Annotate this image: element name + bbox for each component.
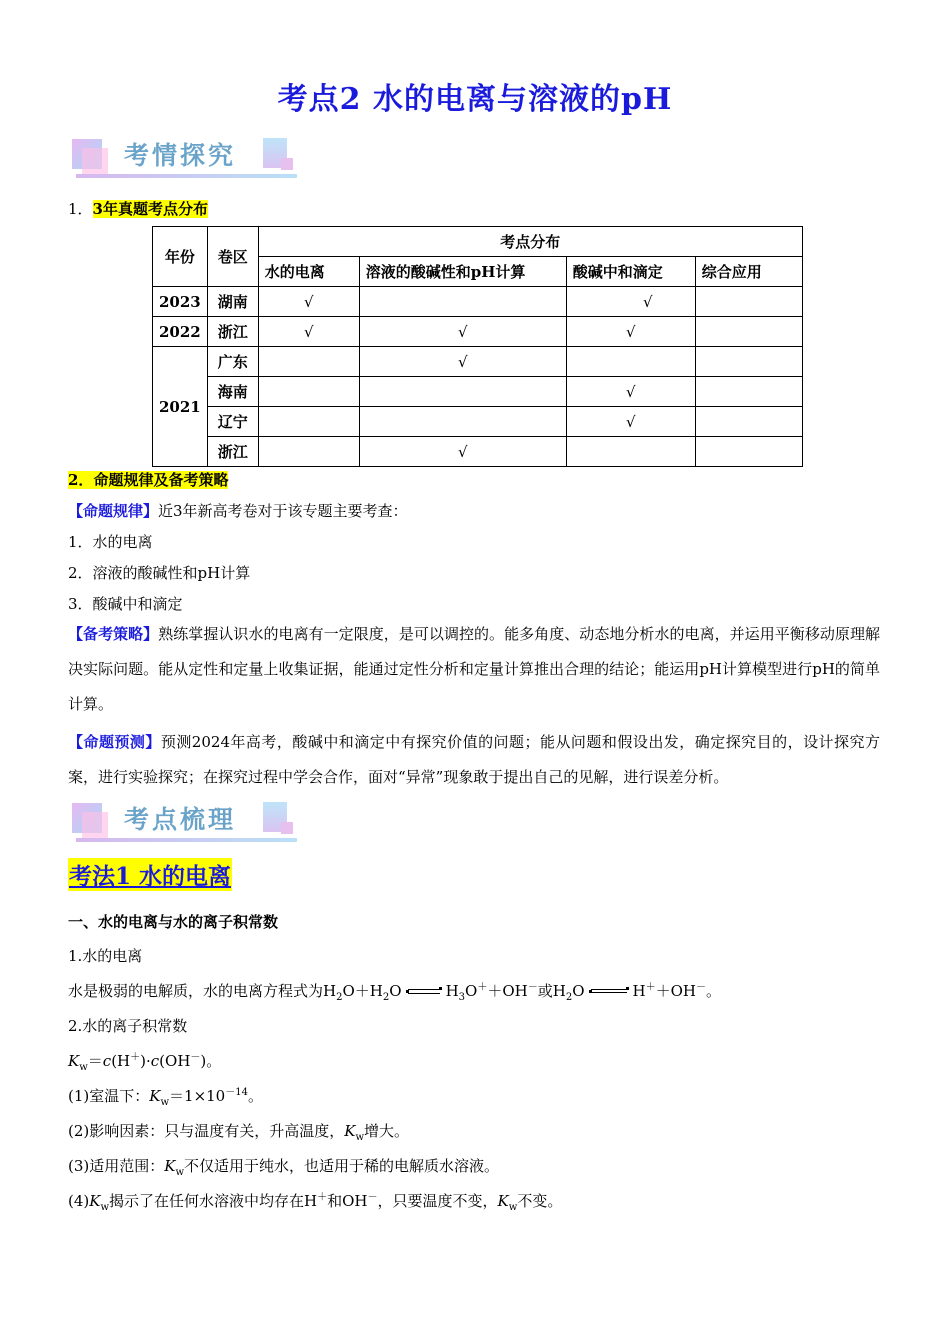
exam-distribution-table (152, 226, 803, 467)
strategy-label: 【备考策略】 (68, 625, 159, 643)
region-cell: 广东 (207, 347, 258, 377)
mark-cell: √ (566, 377, 695, 407)
region-cell: 浙江 (207, 437, 258, 467)
equilibrium-arrow-icon (406, 986, 442, 998)
kw-item-2: (2)影响因素：只与温度有关，升高温度，$K_w$增大。 (68, 1122, 410, 1143)
section-number: 1． (68, 200, 93, 218)
prediction-label: 【命题预测】 (68, 733, 161, 751)
banner-decoration (82, 148, 108, 174)
mark-cell (258, 437, 359, 467)
table-row (153, 377, 803, 407)
page-title: 考点2 水的电离与溶液的pH (277, 82, 673, 117)
item-text: 和OH (327, 1192, 368, 1210)
mark-cell (258, 377, 359, 407)
punctuation: 。 (706, 982, 722, 1000)
rule-item: 3．酸碱中和滴定 (68, 595, 183, 613)
section-label: 3年真题考点分布 (92, 200, 208, 218)
table-row (153, 407, 803, 437)
item-text: (2)影响因素：只与温度有关，升高温度， (68, 1122, 345, 1140)
year-cell: 2021 (153, 347, 208, 467)
table-row (153, 287, 803, 317)
banner-underline (76, 838, 297, 842)
section-label: 命题规律及备考策略 (93, 471, 229, 489)
kw-item-4: $(4)K_w$揭示了在任何水溶液中均存在H＋和OH－，只要温度不变，$K_w$不变。 (68, 1192, 563, 1213)
mark-cell (695, 377, 802, 407)
region-cell: 湖南 (207, 287, 258, 317)
mark-cell: √ (258, 287, 359, 317)
year-cell: 2023 (153, 287, 208, 317)
punctuation: 。 (247, 1087, 263, 1105)
item-text: 不仅适用于纯水，也适用于稀的电解质水溶液。 (184, 1157, 500, 1175)
equilibrium-arrow-icon (589, 986, 629, 998)
rule-item: 2．溶液的酸碱性和pH计算 (68, 564, 251, 582)
rule-label: 【命题规律】 (68, 502, 159, 520)
kw-item-1: (1)室温下：$K_w=1\times 10^{-14}$。 (68, 1087, 263, 1108)
mark-cell (695, 347, 802, 377)
prediction-paragraph (68, 725, 880, 795)
strategy-paragraph (68, 617, 880, 722)
mark-cell (258, 347, 359, 377)
header-year: 年份 (153, 227, 208, 287)
mark-cell: √ (566, 407, 695, 437)
item-text: 增大。 (364, 1122, 410, 1140)
subsection-heading: 一、水的电离与水的离子积常数 (68, 913, 279, 931)
method-title: 考法1 水的电离 (68, 858, 232, 891)
equation-intro: 水是极弱的电解质，水的电离方程式为 (68, 982, 324, 1000)
table-row (153, 347, 803, 377)
mark-cell: √ (359, 317, 566, 347)
mark-cell (566, 347, 695, 377)
year-cell: 2022 (153, 317, 208, 347)
region-cell: 辽宁 (207, 407, 258, 437)
section-banner-kaodian (72, 800, 297, 846)
mark-cell (695, 437, 802, 467)
mark-cell (359, 377, 566, 407)
mark-cell (695, 407, 802, 437)
banner-decoration (281, 158, 293, 170)
equation-or: 或 (537, 982, 553, 1000)
region-cell: 海南 (207, 377, 258, 407)
mark-cell (359, 407, 566, 437)
item-text: (4) (68, 1192, 90, 1210)
item-text: (1)室温下： (68, 1087, 150, 1105)
item-text: 揭示了在任何水溶液中均存在H (109, 1192, 318, 1210)
item-text: ，只要温度不变， (377, 1192, 498, 1210)
mark-cell: √ (566, 287, 695, 317)
section-heading-strategy (68, 469, 228, 490)
column-header: 酸碱中和滴定 (566, 257, 695, 287)
rule-text: 近3年新高考卷对于该专题主要考查： (158, 502, 408, 520)
section-banner-kaoqing (72, 136, 297, 182)
mark-cell: √ (359, 347, 566, 377)
table-row (153, 437, 803, 467)
item-value: ＝1×10 (169, 1087, 226, 1105)
item-exponent: －14 (225, 1087, 248, 1098)
banner-label: 考情探究 (124, 141, 237, 170)
paragraph-heading: 2.水的离子积常数 (68, 1017, 188, 1035)
region-cell: 浙江 (207, 317, 258, 347)
banner-underline (76, 174, 297, 178)
mark-cell (566, 437, 695, 467)
mark-cell (258, 407, 359, 437)
prediction-text: 预测2024年高考，酸碱中和滴定中有探究价值的问题；能从问题和假设出发，确定探究目的，设计探究方案，进行实验探究；在探究过程中学会合作，面对“异常”现象敢于提出自己的见解，进行误差分析。 (68, 733, 880, 786)
mark-cell (695, 317, 802, 347)
item-text: (3)适用范围： (68, 1157, 165, 1175)
section-number: 2． (68, 471, 94, 489)
banner-decoration (281, 822, 293, 834)
punctuation: 。 (206, 1052, 222, 1070)
column-header: 综合应用 (695, 257, 802, 287)
mark-cell: √ (359, 437, 566, 467)
rule-item: 1．水的电离 (68, 533, 153, 551)
banner-decoration (82, 812, 108, 838)
mark-cell: √ (566, 317, 695, 347)
banner-label: 考点梳理 (124, 805, 237, 834)
item-text: 不变。 (517, 1192, 563, 1210)
strategy-text: 熟练掌握认识水的电离有一定限度，是可以调控的。能多角度、动态地分析水的电离，并运用平衡移动原理解决实际问题。能从定性和定量上收集证据，能通过定性分析和定量计算推出合理的结论；能运用pH计算模型进行pH的简单计算。 (68, 625, 880, 713)
table-row (153, 227, 803, 257)
kw-definition: $K_w=c(H^+)\cdot c(OH^-)$。 (68, 1052, 222, 1073)
rule-paragraph (68, 500, 408, 521)
mark-cell (695, 287, 802, 317)
kw-item-3: (3)适用范围：$K_w$不仅适用于纯水，也适用于稀的电解质水溶液。 (68, 1157, 500, 1178)
table-row (153, 317, 803, 347)
mark-cell (359, 287, 566, 317)
column-header: 溶液的酸碱性和pH计算 (359, 257, 566, 287)
ionization-equation-line: 水是极弱的电解质，水的电离方程式为$H_2O+H_2O$ $H_3O^++OH^-$或$H_2O$ H＋＋OH－。 (68, 982, 722, 1003)
mark-cell: √ (258, 317, 359, 347)
header-group: 考点分布 (258, 227, 802, 257)
section-heading-distribution (68, 198, 208, 219)
header-region: 卷区 (207, 227, 258, 287)
paragraph-heading: 1.水的电离 (68, 947, 143, 965)
column-header: 水的电离 (258, 257, 359, 287)
